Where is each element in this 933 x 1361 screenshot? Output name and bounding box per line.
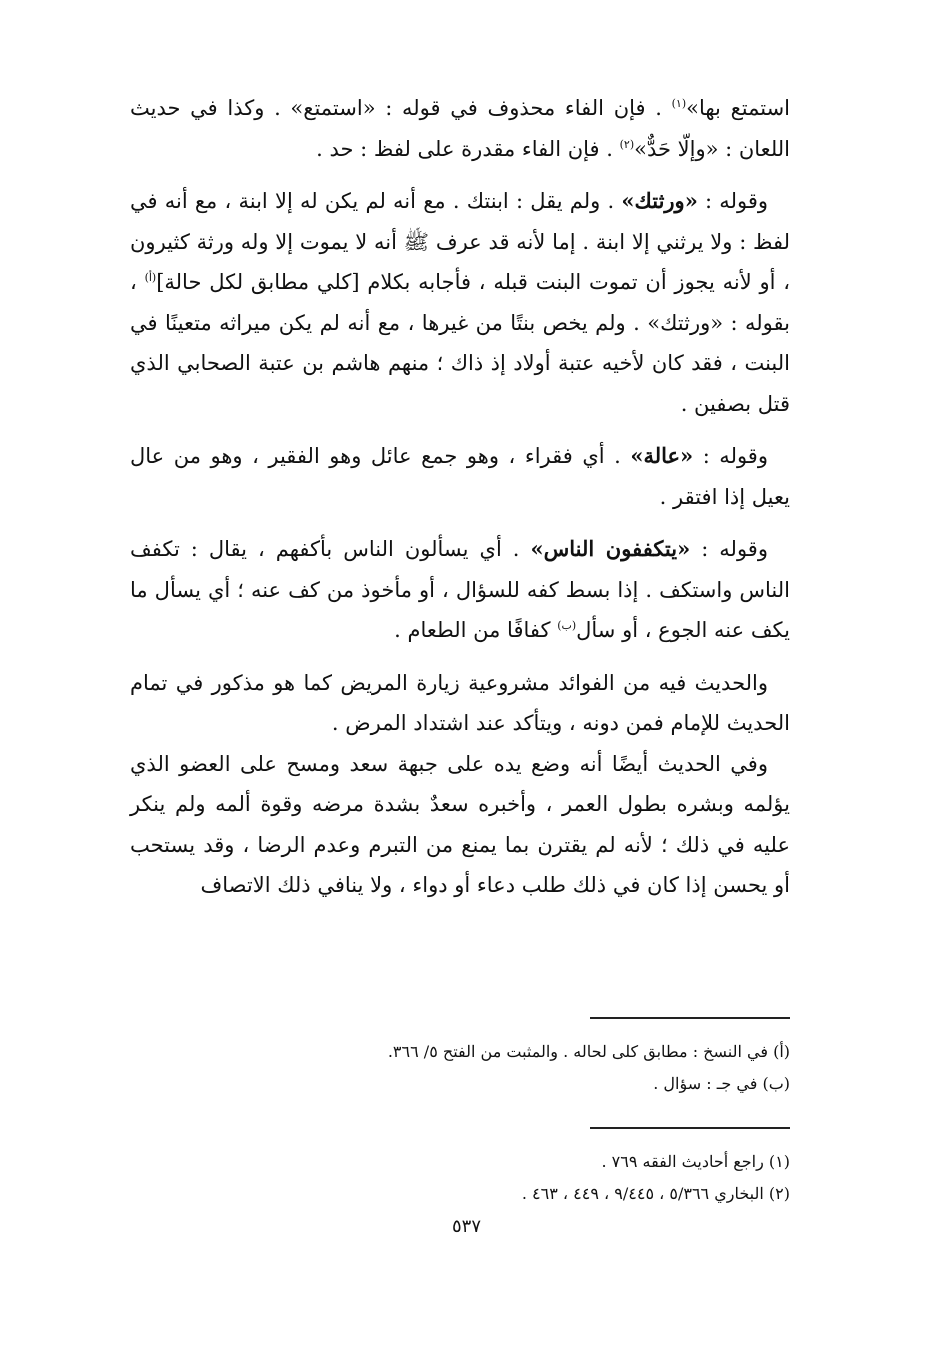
footnote-ref-2[interactable]: (٢): [619, 137, 635, 151]
footnote-separator-1: [590, 1017, 790, 1019]
paragraph-4: والحديث فيه من الفوائد مشروعية زيارة المريض كما هو مذكور في تمام الحديث للإمام فمن دونه ، ويتأكد عند اشتداد المرض .: [130, 670, 790, 735]
variant-note-a: (أ) في النسخ : مطابق كلى لحاله . والمثبت من الفتح ٥/ ٣٦٦.: [387, 1042, 790, 1061]
paragraph-0: استمتع بها»$^{(١)}$ . فإن الفاء محذوف في قوله : «استمتع» . وكذا في حديث اللعان : «وإلّا حَدٌّ»$^{(٢)}$ . فإن الفاء مقدرة على لفظ : حد .: [130, 96, 791, 161]
source-notes: [130, 1146, 790, 1210]
paragraph-1: وقوله : «ورثتك» . ولم يقل : ابنتك . مع أنه لم يكن له إلا ابنة ، مع أنه في لفظ : ولا يرثني إلا ابنة . إما لأنه قد عرف ﷺ أنه لا يموت إلا وله ورثة كثيرون ، أو لأنه يجوز أن تموت البنت قبله ، فأجابه بكلام [كلي مطابق لكل حالة]$^{(أ)}$ ، بقوله : «ورثتك» . ولم يخص بنتًا من غيرها ، مع أنه لم يكن ميراثه متعينًا في البنت ، فقد كان لأخيه عتبة أولاد إذ ذاك ؛ منهم هاشم بن عتبة الصحابي الذي قتل بصفين .: [130, 188, 790, 416]
paragraph-5: وفي الحديث أيضًا أنه وضع يده على جبهة سعد ومسح على العضو الذي يؤلمه وبشره بطول العمر ، وأخبره سعدٌ بشدة مرضه وقوة ألمه ولم ينكر عليه في ذلك ؛ لأنه لم يقترن بما يمنع من التبرم وعدم الرضا ، وقد يستحب أو يحسن إذا كان في ذلك طلب دعاء أو دواء ، ولا ينافي ذلك الاتصاف: [130, 751, 790, 897]
paragraph-3: وقوله : «يتكففون الناس» . أي يسألون الناس بأكفهم ، يقال : تكفف الناس واستكف . إذا بسط كفه للسؤال ، أو مأخوذ من كف عنه ؛ أي يسأل ما يكف عنه الجوع ، أو سأل$^{(ب)}$ كفافًا من الطعام .: [130, 536, 790, 642]
quoted-term: «ورثتك»: [621, 188, 698, 213]
variant-notes: [130, 1036, 790, 1100]
paragraph-2: وقوله : «عالة» . أي فقراء ، وهو جمع عائل وهو الفقير ، وهو من عال يعيل إذا افتقر .: [130, 443, 790, 509]
source-note-1: (١) راجع أحاديث الفقه ٧٦٩ .: [601, 1152, 790, 1171]
variant-ref-a[interactable]: (أ): [144, 271, 157, 284]
variant-ref-b[interactable]: (ب): [557, 619, 577, 632]
quoted-term: «عالة»: [630, 443, 694, 468]
variant-note-b: (ب) في جـ : سؤال .: [653, 1074, 790, 1093]
main-text: [130, 88, 790, 918]
source-note-2: (٢) البخاري ٥/٣٦٦ ، ٩/٤٤٥ ، ٤٤٩ ، ٤٦٣ .: [521, 1184, 790, 1203]
footnote-separator-2: [590, 1127, 790, 1129]
quoted-term: «يتكففون الناس»: [530, 536, 691, 561]
page-number: ٥٣٧: [451, 1216, 481, 1237]
footnote-ref-1[interactable]: (١): [671, 97, 687, 110]
